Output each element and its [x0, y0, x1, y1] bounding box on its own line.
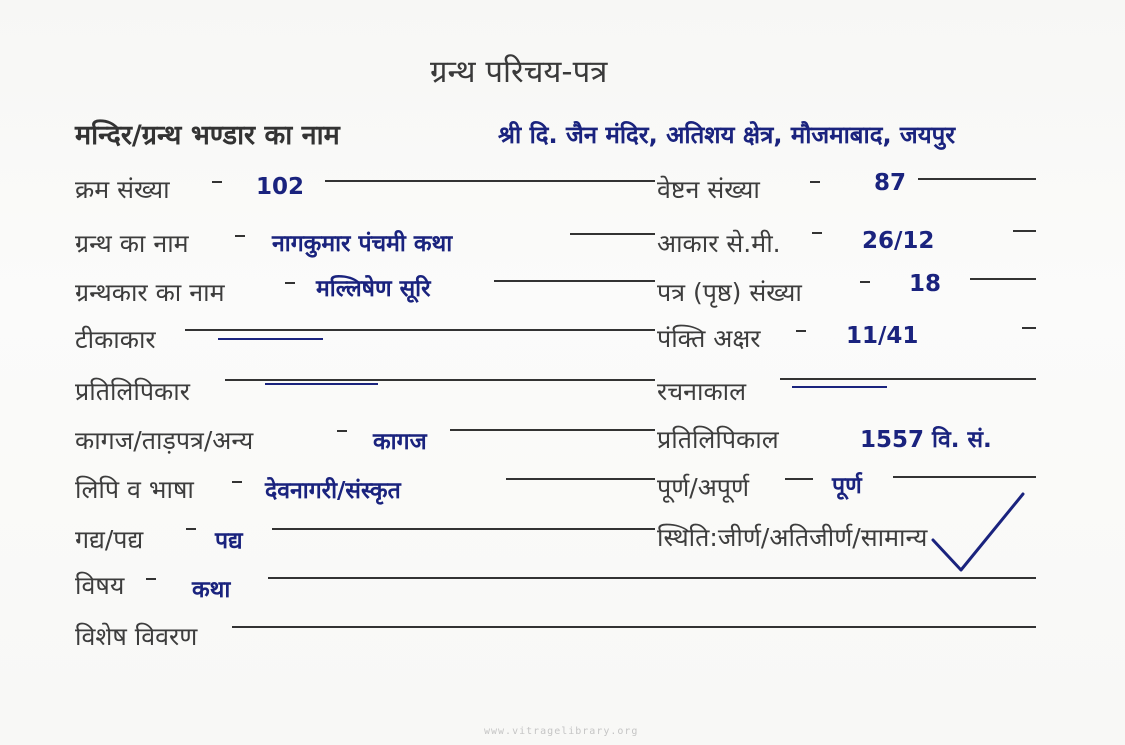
tick-mark [812, 232, 822, 234]
wrapper-number-value: 87 [874, 170, 907, 196]
rule-line [325, 180, 655, 182]
book-name-value: नागकुमार पंचमी कथा [272, 231, 453, 257]
rule-line [918, 178, 1036, 180]
tick-mark [810, 181, 820, 183]
special-details-label: विशेष विवरण [75, 622, 198, 651]
tick-mark [796, 330, 806, 332]
commentator-label: टीकाकार [75, 325, 156, 354]
copy-period-value: 1557 वि. सं. [860, 427, 992, 453]
complete-value: पूर्ण [832, 473, 862, 499]
rule-line [232, 626, 1036, 628]
serial-number-value: 102 [256, 174, 305, 200]
rule-line [494, 280, 655, 282]
subject-value: कथा [192, 577, 231, 603]
tick-mark [285, 282, 295, 284]
tick-mark [146, 578, 156, 580]
complete-label: पूर्ण/अपूर्ण [657, 473, 750, 502]
script-language-label: लिपि व भाषा [75, 475, 194, 504]
rule-line [780, 378, 1036, 380]
serial-number-label: क्रम संख्या [75, 175, 170, 204]
footer-watermark: www.vitragelibrary.org [484, 726, 639, 737]
empty-value-dash [218, 338, 323, 340]
empty-value-dash [792, 386, 887, 388]
prose-verse-value: पद्य [215, 528, 243, 554]
rule-line [506, 478, 655, 480]
material-value: कागज [373, 429, 427, 455]
tick-mark [860, 281, 870, 283]
rule-line [1013, 230, 1036, 232]
tick-mark [337, 430, 347, 432]
composition-period-label: रचनाकाल [657, 377, 747, 406]
author-value: मल्लिषेण सूरि [316, 276, 431, 302]
rule-line [970, 278, 1036, 280]
condition-label: स्थिति:जीर्ण/अतिजीर्ण/सामान्य [657, 523, 928, 552]
line-letters-value: 11/41 [846, 323, 919, 349]
script-language-value: देवनागरी/संस्कृत [265, 478, 401, 504]
book-name-label: ग्रन्थ का नाम [75, 229, 189, 258]
rule-line [272, 528, 655, 530]
checkmark-icon [925, 488, 1030, 588]
leaf-count-value: 18 [909, 271, 942, 297]
wrapper-number-label: वेष्टन संख्या [657, 175, 760, 204]
rule-line [450, 429, 655, 431]
rule-line [1022, 327, 1036, 329]
card-title: ग्रन्थ परिचय-पत्र [430, 54, 608, 90]
rule-line [268, 577, 1036, 579]
rule-line [570, 233, 655, 235]
header-value: श्री दि. जैन मंदिर, अतिशय क्षेत्र, मौजमाबाद, जयपुर [498, 121, 956, 149]
tick-mark [212, 181, 222, 183]
line-letters-label: पंक्ति अक्षर [657, 324, 761, 353]
rule-line [225, 379, 655, 381]
size-label: आकार से.मी. [657, 229, 781, 258]
leaf-count-label: पत्र (पृष्ठ) संख्या [657, 278, 802, 307]
tick-mark [232, 481, 242, 483]
size-value: 26/12 [862, 228, 935, 254]
rule-line [893, 476, 1036, 478]
author-label: ग्रन्थकार का नाम [75, 278, 225, 307]
empty-value-dash [265, 383, 378, 385]
rule-line [185, 329, 655, 331]
copyist-label: प्रतिलिपिकार [75, 377, 190, 406]
tick-mark [186, 528, 196, 530]
header-label: मन्दिर/ग्रन्थ भण्डार का नाम [75, 120, 340, 151]
subject-label: विषय [75, 571, 125, 600]
material-label: कागज/ताड़पत्र/अन्य [75, 426, 254, 455]
copy-period-label: प्रतिलिपिकाल [657, 425, 779, 454]
rule-line [785, 478, 813, 480]
tick-mark [235, 235, 245, 237]
prose-verse-label: गद्य/पद्य [75, 525, 144, 554]
